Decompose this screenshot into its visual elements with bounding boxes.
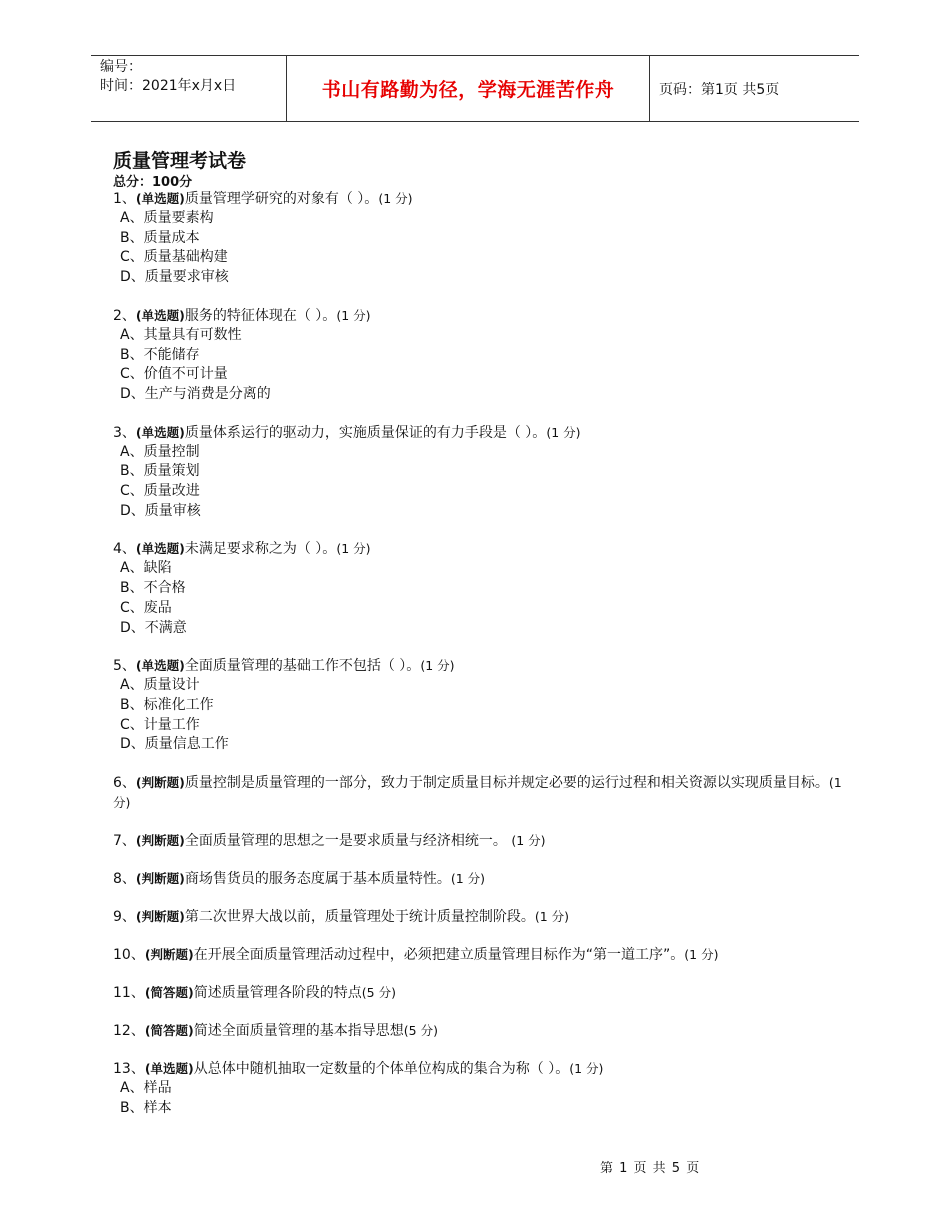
answer-option: A、其量具有可数性 — [120, 326, 242, 343]
question-score: (1 分) — [569, 1061, 604, 1077]
question-number: 6、 — [113, 775, 136, 792]
question-text: 质量体系运行的驱动力，实施质量保证的有力手段是（ ）。 — [184, 424, 547, 441]
question-score: (1 分) — [336, 541, 371, 557]
page-code-cell — [650, 56, 859, 121]
header-table — [91, 55, 859, 122]
question-type: (单选题) — [144, 1061, 194, 1077]
question-item — [113, 773, 848, 813]
question-type: (判断题) — [135, 833, 185, 849]
question-type: (单选题) — [135, 307, 185, 323]
question-number: 3、 — [113, 424, 136, 441]
question-stem — [113, 869, 848, 889]
answer-option: D、生产与消费是分离的 — [120, 385, 271, 402]
question-item — [113, 945, 848, 965]
answer-option: D、质量要求审核 — [120, 269, 229, 286]
question-score: (1 分) — [336, 307, 371, 323]
question-type: (判断题) — [144, 947, 194, 963]
question-score: (5 分) — [361, 985, 396, 1001]
question-type: (简答题) — [144, 1023, 194, 1039]
question-score: (1 分) — [420, 658, 455, 674]
question-stem — [113, 539, 848, 559]
question-text: 简述质量管理各阶段的特点 — [193, 985, 362, 1002]
answer-option: A、质量控制 — [120, 443, 200, 460]
question-number: 13、 — [113, 1061, 145, 1078]
question-score: (1 分) — [546, 424, 581, 440]
exam-total-score: 总分：100分 — [113, 175, 193, 190]
question-text: 全面质量管理的基础工作不包括（ ）。 — [184, 658, 421, 675]
answer-option: B、标准化工作 — [120, 696, 214, 713]
question-item — [113, 1059, 848, 1118]
page-code-text: 页码：第1页 共5页 — [659, 81, 780, 98]
question-number: 9、 — [113, 909, 136, 926]
question-text: 在开展全面质量管理活动过程中，必须把建立质量管理目标作为“第一道工序”。 — [193, 947, 685, 964]
header-left-cell — [91, 56, 287, 121]
answer-option: C、价值不可计量 — [120, 366, 228, 383]
question-text: 商场售货员的服务态度属于基本质量特性。 — [184, 871, 451, 888]
question-type: (简答题) — [144, 985, 194, 1001]
question-score: (1 分) — [511, 833, 546, 849]
answer-option: D、质量信息工作 — [120, 736, 229, 753]
question-item — [113, 1021, 848, 1041]
question-item — [113, 306, 848, 405]
question-score: (5 分) — [403, 1023, 438, 1039]
question-stem — [113, 656, 848, 676]
answer-option: C、计量工作 — [120, 716, 200, 733]
question-number: 10、 — [113, 947, 145, 964]
question-text: 未满足要求称之为（ ）。 — [184, 541, 337, 558]
question-text: 简述全面质量管理的基本指导思想 — [193, 1023, 404, 1040]
answer-option: A、样品 — [120, 1080, 172, 1097]
question-item — [113, 189, 848, 288]
question-type: (判断题) — [135, 909, 185, 925]
question-number: 11、 — [113, 985, 145, 1002]
answer-option: A、质量要素构 — [120, 210, 214, 226]
answer-option: C、质量改进 — [120, 483, 200, 500]
question-text: 质量管理学研究的对象有（ ）。 — [184, 191, 379, 207]
question-item — [113, 907, 848, 927]
question-stem — [113, 831, 848, 851]
question-type: (单选题) — [135, 191, 185, 206]
motto-text: 书山有路勤为径，学海无涯苦作舟 — [321, 79, 615, 101]
answer-option: D、质量审核 — [120, 502, 201, 519]
page-footer: 第 1 页 共 5 页 — [600, 1161, 701, 1176]
question-item — [113, 831, 848, 851]
question-score: (1 分) — [450, 871, 486, 887]
question-type: (单选题) — [135, 541, 185, 557]
question-stem — [113, 773, 848, 813]
serial-number-label: 编号： — [100, 59, 142, 75]
question-text: 服务的特征体现在（ ）。 — [184, 307, 337, 324]
answer-option: C、质量基础构建 — [120, 249, 228, 266]
question-text: 从总体中随机抽取一定数量的个体单位构成的集合为称（ ）。 — [193, 1061, 570, 1078]
exam-title: 质量管理考试卷 — [113, 150, 247, 172]
question-number: 5、 — [113, 658, 136, 675]
question-item — [113, 423, 848, 522]
question-number: 12、 — [113, 1023, 145, 1040]
question-type: (单选题) — [135, 658, 185, 674]
question-type: (单选题) — [135, 424, 185, 440]
question-number: 2、 — [113, 307, 136, 324]
question-stem — [113, 1059, 848, 1079]
question-item — [113, 539, 848, 638]
question-number: 1、 — [113, 191, 136, 207]
motto-cell — [287, 56, 650, 121]
question-item — [113, 983, 848, 1003]
question-stem — [113, 907, 848, 927]
question-item — [113, 656, 848, 755]
question-list — [113, 189, 848, 1136]
answer-option: C、废品 — [120, 599, 172, 616]
question-score: (1 分) — [684, 947, 719, 963]
answer-option: B、不能储存 — [120, 346, 200, 363]
answer-option: D、不满意 — [120, 619, 187, 636]
question-score: (1 分) — [534, 909, 570, 925]
answer-option: B、样本 — [120, 1099, 172, 1116]
question-text: 质量控制是质量管理的一部分，致力于制定质量目标并规定必要的运行过程和相关资源以实现质量目标。 — [184, 775, 829, 792]
answer-option: A、缺陷 — [120, 560, 172, 577]
question-stem — [113, 983, 848, 1003]
question-text: 全面质量管理的思想之一是要求质量与经济相统一。 — [184, 833, 512, 850]
date-label: 时间：2021年x月x日 — [100, 78, 237, 94]
answer-option: A、质量设计 — [120, 677, 200, 694]
question-stem — [113, 945, 848, 965]
answer-option: B、不合格 — [120, 580, 186, 597]
question-number: 4、 — [113, 541, 136, 558]
question-type: (判断题) — [135, 775, 185, 791]
question-item — [113, 869, 848, 889]
answer-option: B、质量成本 — [120, 229, 200, 246]
question-stem — [113, 189, 848, 209]
question-score: (1 分) — [378, 191, 413, 206]
question-number: 8、 — [113, 871, 136, 888]
question-score: (1 分) — [113, 775, 842, 811]
answer-option: B、质量策划 — [120, 463, 200, 480]
question-stem — [113, 306, 848, 326]
question-stem — [113, 1021, 848, 1041]
question-stem — [113, 423, 848, 443]
question-type: (判断题) — [135, 871, 185, 887]
question-text: 第二次世界大战以前，质量管理处于统计质量控制阶段。 — [184, 909, 535, 926]
question-number: 7、 — [113, 833, 136, 850]
